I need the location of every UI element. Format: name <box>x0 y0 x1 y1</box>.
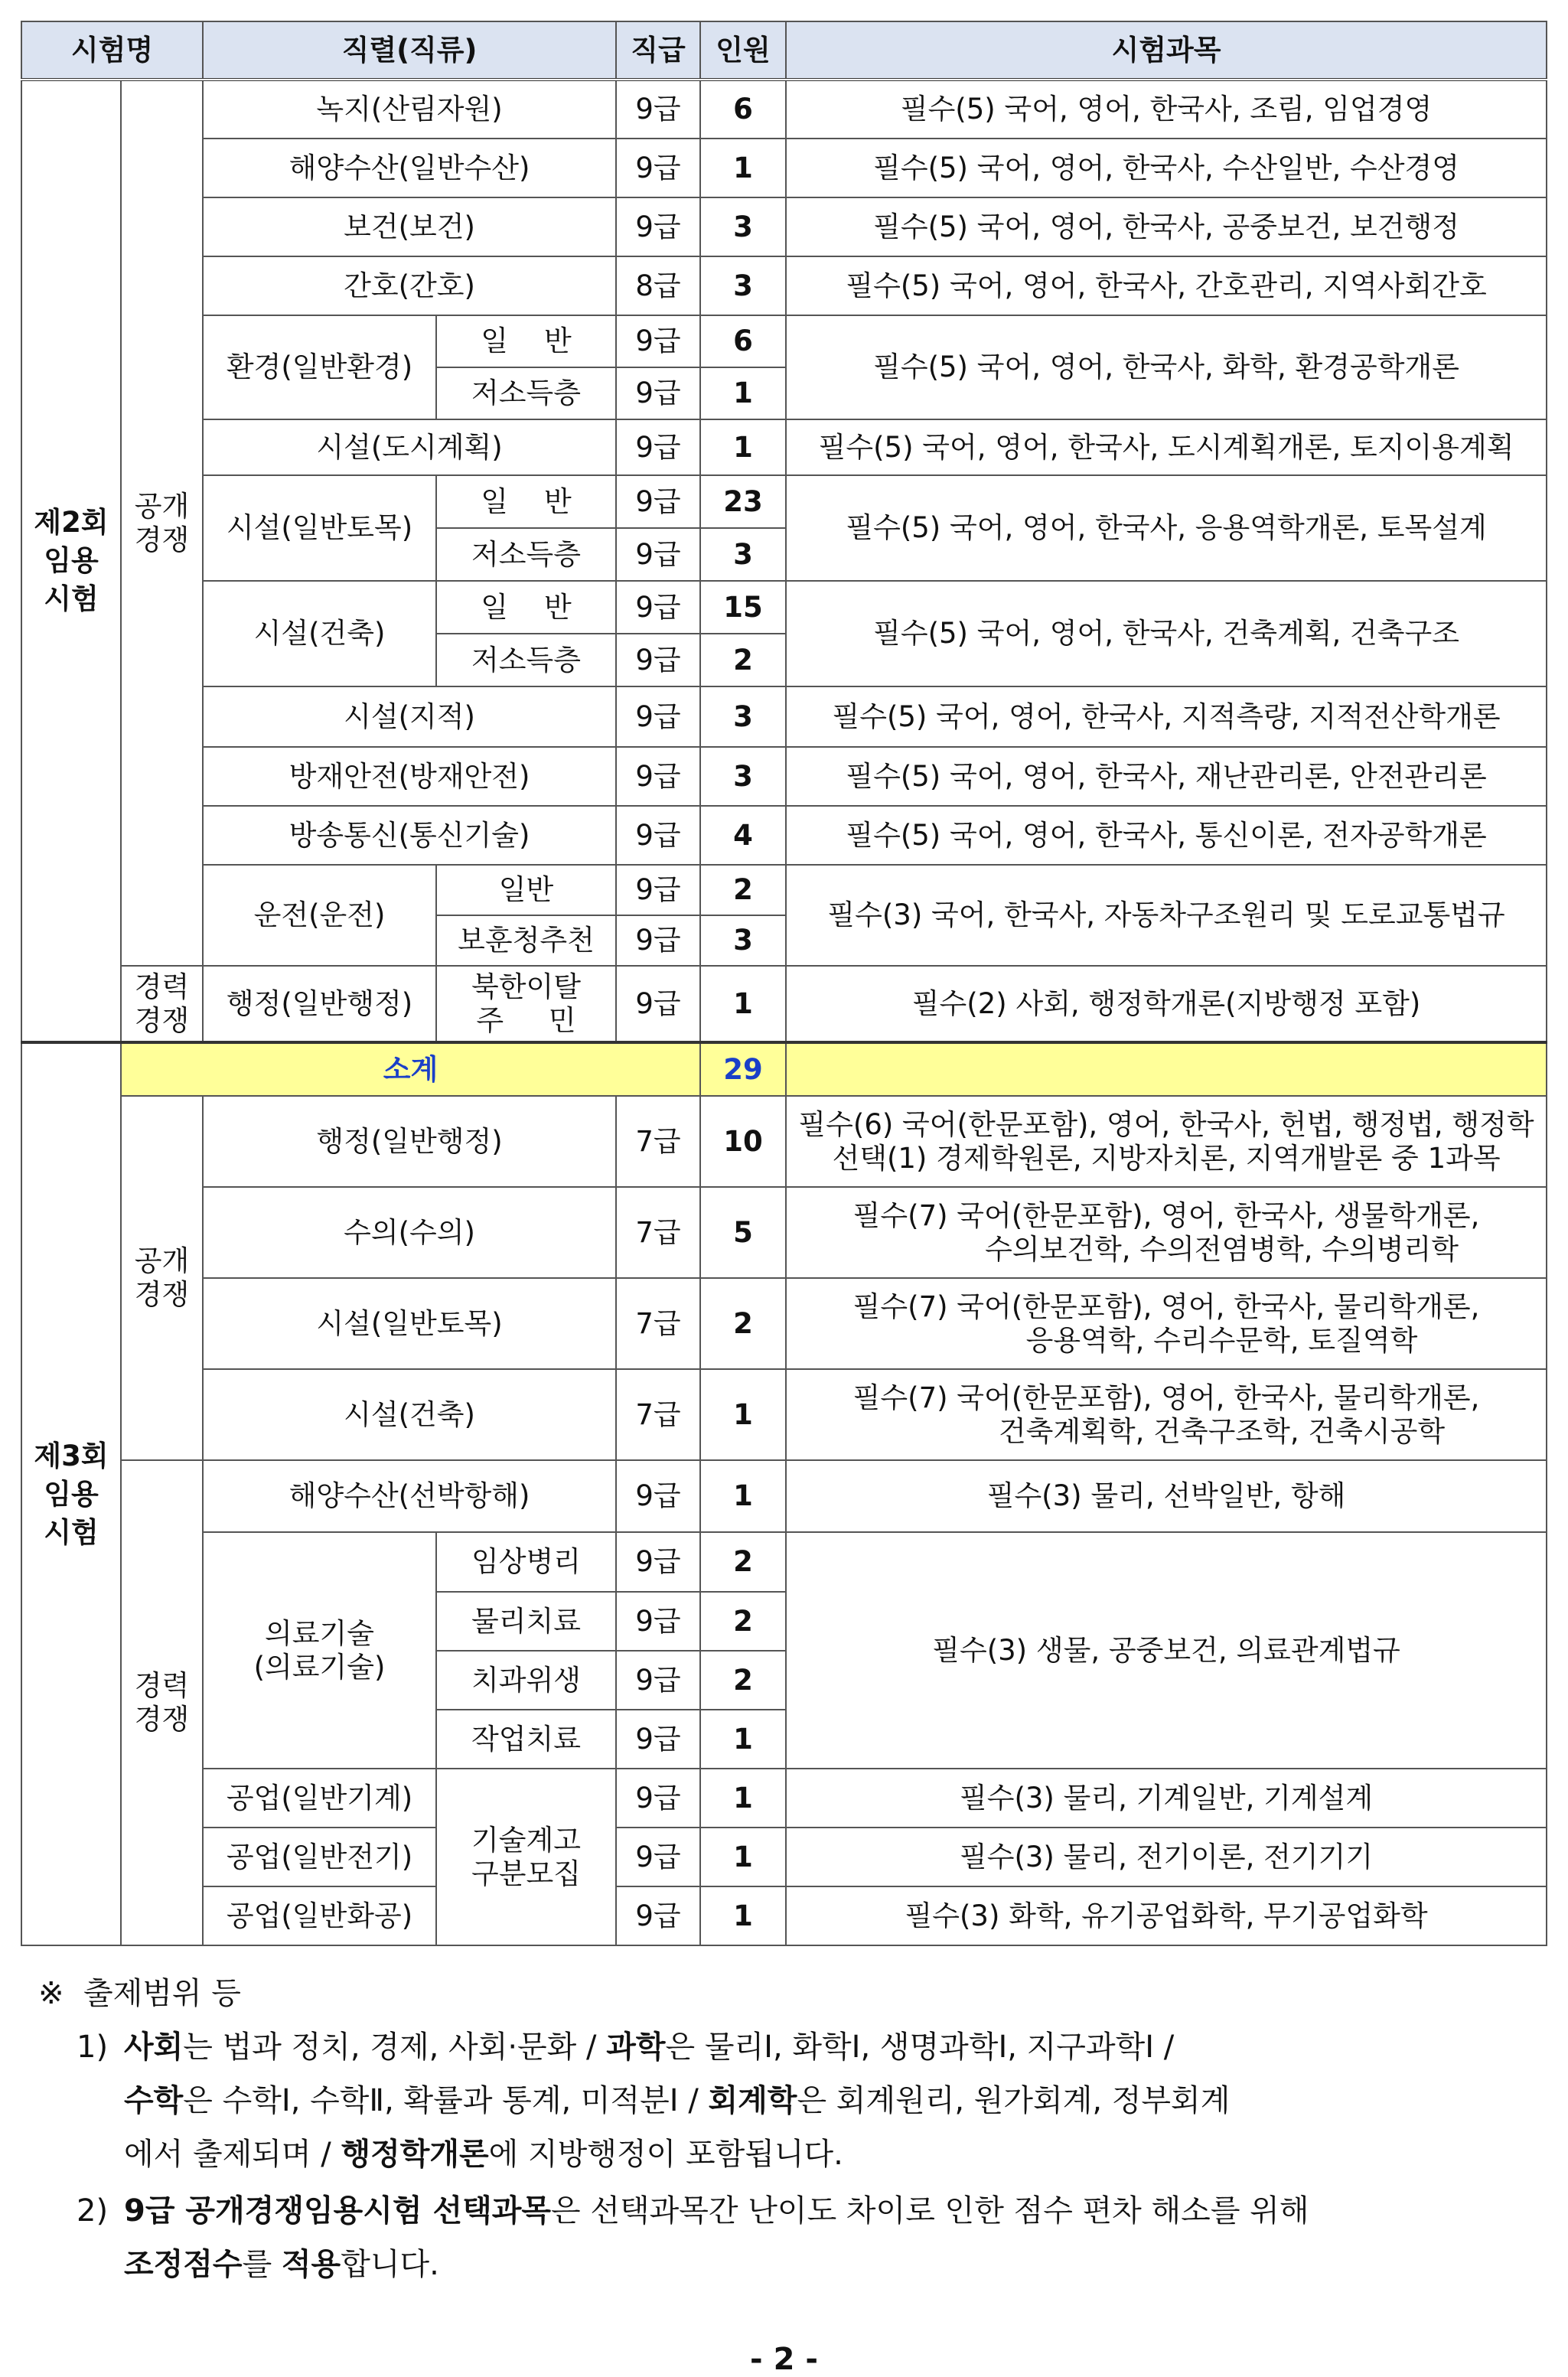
subjects: 필수(5) 국어, 영어, 한국사, 공중보건, 보건행정 <box>786 197 1547 256</box>
table-row <box>21 747 1547 806</box>
count: 3 <box>700 915 786 966</box>
note-text: 를 <box>242 2247 282 2282</box>
sub-category: 임상병리 <box>436 1532 616 1592</box>
career-competition-label: 경력 경쟁 <box>121 1460 203 1945</box>
count: 6 <box>700 80 786 139</box>
note-2 <box>38 2184 1550 2238</box>
position: 공업(일반전기) <box>203 1828 436 1886</box>
subtotal-count: 29 <box>700 1042 786 1096</box>
table-row <box>21 1096 1547 1187</box>
career-competition-label: 경력 경쟁 <box>121 966 203 1042</box>
notes-section <box>38 1967 1550 2291</box>
position: 공업(일반화공) <box>203 1886 436 1945</box>
subjects: 필수(3) 생물, 공중보건, 의료관계법규 <box>786 1532 1547 1769</box>
position: 운전(운전) <box>203 865 436 966</box>
grade: 9급 <box>616 80 700 139</box>
count: 23 <box>700 475 786 528</box>
count: 5 <box>700 1187 786 1278</box>
notes-title: ※ 출제범위 등 <box>38 1976 241 2011</box>
sub-category: 보훈청추천 <box>436 915 616 966</box>
note-keyword: 회계학 <box>708 2083 797 2118</box>
grade: 9급 <box>616 315 700 367</box>
position: 공업(일반기계) <box>203 1769 436 1828</box>
note-keyword: 과학 <box>606 2030 666 2065</box>
subjects: 필수(5) 국어, 영어, 한국사, 응용역학개론, 토목설계 <box>786 475 1547 581</box>
note-text: 에서 출제되며 / <box>124 2137 341 2172</box>
page-number: - 2 - <box>750 2342 818 2377</box>
note-text: 에 지방행정이 포함됩니다. <box>488 2137 843 2172</box>
count: 1 <box>700 1828 786 1886</box>
note-keyword: 사회 <box>124 2030 184 2065</box>
table-row <box>21 80 1547 139</box>
note-text: 은 선택과목간 난이도 차이로 인한 점수 편차 해소를 위해 <box>551 2193 1309 2229</box>
count: 2 <box>700 1532 786 1592</box>
note-text: 은 물리Ⅰ, 화학Ⅰ, 생명과학Ⅰ, 지구과학Ⅰ / <box>665 2030 1175 2065</box>
subtotal-empty <box>786 1042 1547 1096</box>
subjects: 필수(3) 물리, 전기이론, 전기기기 <box>786 1828 1547 1886</box>
note-text: 는 법과 정치, 경제, 사회·문화 / <box>183 2030 607 2065</box>
sub-category: 일 반 <box>436 581 616 634</box>
exam-table <box>21 21 1547 1946</box>
round-3-label: 제3회 임용 시험 <box>21 1042 121 1945</box>
position: 시설(일반토목) <box>203 475 436 581</box>
table-row <box>21 1460 1547 1532</box>
table-row <box>21 139 1547 197</box>
subjects-line-2: 수의보건학, 수의전염병학, 수의병리학 <box>985 1232 1459 1266</box>
sub-category: 일반 <box>436 865 616 915</box>
grade: 9급 <box>616 806 700 865</box>
grade: 9급 <box>616 1592 700 1651</box>
note-keyword: 수학 <box>124 2083 184 2118</box>
sub-category: 물리치료 <box>436 1592 616 1651</box>
subjects: 필수(5) 국어, 영어, 한국사, 화학, 환경공학개론 <box>786 315 1547 419</box>
count: 1 <box>700 419 786 475</box>
header-count: 인원 <box>700 21 786 80</box>
position: 녹지(산림자원) <box>203 80 616 139</box>
grade: 7급 <box>616 1278 700 1369</box>
grade: 7급 <box>616 1187 700 1278</box>
position: 시설(지적) <box>203 686 616 747</box>
subjects-line-2: 건축계획학, 건축구조학, 건축시공학 <box>998 1414 1446 1448</box>
sub-category: 치과위생 <box>436 1651 616 1710</box>
table-row <box>21 1886 1547 1945</box>
position: 해양수산(선박항해) <box>203 1460 616 1532</box>
count: 2 <box>700 634 786 686</box>
grade: 9급 <box>616 686 700 747</box>
count: 3 <box>700 686 786 747</box>
sub-category: 저소득층 <box>436 367 616 419</box>
position: 환경(일반환경) <box>203 315 436 419</box>
position: 보건(보건) <box>203 197 616 256</box>
subjects: 필수(5) 국어, 영어, 한국사, 지적측량, 지적전산학개론 <box>786 686 1547 747</box>
subjects: 필수(3) 물리, 선박일반, 항해 <box>786 1460 1547 1532</box>
count: 1 <box>700 139 786 197</box>
grade: 9급 <box>616 139 700 197</box>
open-competition-label: 공개 경쟁 <box>121 1096 203 1460</box>
note-keyword: 행정학개론 <box>341 2137 489 2172</box>
table-row <box>21 581 1547 634</box>
note-1-line-3 <box>38 2128 1550 2181</box>
subtotal-label: 소계 <box>121 1042 700 1096</box>
sub-category: 북한이탈 주 민 <box>436 966 616 1042</box>
sub-category: 작업치료 <box>436 1710 616 1769</box>
count: 4 <box>700 806 786 865</box>
table-row <box>21 966 1547 1042</box>
count: 1 <box>700 367 786 419</box>
position: 간호(간호) <box>203 256 616 315</box>
count: 2 <box>700 1651 786 1710</box>
table-row <box>21 686 1547 747</box>
position: 시설(건축) <box>203 581 436 686</box>
grade: 9급 <box>616 915 700 966</box>
grade: 9급 <box>616 747 700 806</box>
header-grade: 직급 <box>616 21 700 80</box>
table-row <box>21 315 1547 367</box>
grade: 9급 <box>616 1651 700 1710</box>
subjects <box>786 1096 1547 1187</box>
note-number: 2) <box>77 2193 109 2229</box>
round-2-label: 제2회 임용 시험 <box>21 80 121 1042</box>
table-row <box>21 1369 1547 1460</box>
grade: 7급 <box>616 1369 700 1460</box>
grade: 9급 <box>616 528 700 581</box>
subtotal-row <box>21 1042 1547 1096</box>
subjects: 필수(3) 화학, 유기공업화학, 무기공업화학 <box>786 1886 1547 1945</box>
grade: 9급 <box>616 1886 700 1945</box>
count: 1 <box>700 1769 786 1828</box>
subjects: 필수(5) 국어, 영어, 한국사, 통신이론, 전자공학개론 <box>786 806 1547 865</box>
grade: 9급 <box>616 475 700 528</box>
header-subjects: 시험과목 <box>786 21 1547 80</box>
header-exam: 시험명 <box>21 21 203 80</box>
sub-category: 일 반 <box>436 315 616 367</box>
count: 3 <box>700 528 786 581</box>
position: 해양수산(일반수산) <box>203 139 616 197</box>
table-row <box>21 475 1547 528</box>
position: 수의(수의) <box>203 1187 616 1278</box>
table-row <box>21 419 1547 475</box>
position: 행정(일반행정) <box>203 1096 616 1187</box>
note-keyword: 9급 공개경쟁임용시험 선택과목 <box>124 2193 552 2229</box>
position: 방재안전(방재안전) <box>203 747 616 806</box>
grade: 9급 <box>616 419 700 475</box>
note-1-line-2 <box>38 2074 1550 2128</box>
subjects: 필수(5) 국어, 영어, 한국사, 간호관리, 지역사회간호 <box>786 256 1547 315</box>
note-2-line-2 <box>38 2238 1550 2291</box>
count: 3 <box>700 747 786 806</box>
grade: 9급 <box>616 367 700 419</box>
grade: 9급 <box>616 634 700 686</box>
sub-category: 저소득층 <box>436 634 616 686</box>
table-row <box>21 197 1547 256</box>
subjects: 필수(5) 국어, 영어, 한국사, 재난관리론, 안전관리론 <box>786 747 1547 806</box>
note-text: 은 수학Ⅰ, 수학Ⅱ, 확률과 통계, 미적분Ⅰ / <box>183 2083 709 2118</box>
subjects: 필수(3) 물리, 기계일반, 기계설계 <box>786 1769 1547 1828</box>
table-row <box>21 1532 1547 1592</box>
subjects <box>786 1278 1547 1369</box>
table-row <box>21 1187 1547 1278</box>
subjects <box>786 1187 1547 1278</box>
sub-category: 일 반 <box>436 475 616 528</box>
count: 1 <box>700 1369 786 1460</box>
subjects: 필수(5) 국어, 영어, 한국사, 건축계획, 건축구조 <box>786 581 1547 686</box>
position: 행정(일반행정) <box>203 966 436 1042</box>
header-position: 직렬(직류) <box>203 21 616 80</box>
grade: 9급 <box>616 581 700 634</box>
table-row <box>21 806 1547 865</box>
grade: 9급 <box>616 865 700 915</box>
grade: 9급 <box>616 1460 700 1532</box>
subjects-line-1: 필수(7) 국어(한문포함), 영어, 한국사, 물리학개론, <box>852 1290 1480 1323</box>
count: 15 <box>700 581 786 634</box>
position: 의료기술 (의료기술) <box>203 1532 436 1769</box>
position: 시설(일반토목) <box>203 1278 616 1369</box>
note-keyword: 적용 <box>281 2247 341 2282</box>
grade: 8급 <box>616 256 700 315</box>
grade: 9급 <box>616 1710 700 1769</box>
count: 1 <box>700 1710 786 1769</box>
note-keyword: 조정점수 <box>124 2247 243 2282</box>
subjects: 필수(2) 사회, 행정학개론(지방행정 포함) <box>786 966 1547 1042</box>
table-row <box>21 1278 1547 1369</box>
sub-category: 기술계고 구분모집 <box>436 1769 616 1945</box>
subjects: 필수(5) 국어, 영어, 한국사, 수산일반, 수산경영 <box>786 139 1547 197</box>
position: 방송통신(통신기술) <box>203 806 616 865</box>
count: 3 <box>700 197 786 256</box>
table-row <box>21 865 1547 915</box>
subjects-line-2: 응용역학, 수리수문학, 토질역학 <box>1025 1323 1418 1357</box>
position: 시설(건축) <box>203 1369 616 1460</box>
note-text: 합니다. <box>341 2247 439 2282</box>
table-row <box>21 256 1547 315</box>
subjects: 필수(5) 국어, 영어, 한국사, 도시계획개론, 토지이용계획 <box>786 419 1547 475</box>
subjects <box>786 1369 1547 1460</box>
open-competition-label: 공개 경쟁 <box>121 80 203 966</box>
grade: 9급 <box>616 1532 700 1592</box>
count: 3 <box>700 256 786 315</box>
note-text: 은 회계원리, 원가회계, 정부회계 <box>797 2083 1231 2118</box>
count: 10 <box>700 1096 786 1187</box>
count: 2 <box>700 865 786 915</box>
count: 1 <box>700 1460 786 1532</box>
grade: 9급 <box>616 1828 700 1886</box>
position: 시설(도시계획) <box>203 419 616 475</box>
count: 6 <box>700 315 786 367</box>
grade: 9급 <box>616 197 700 256</box>
grade: 7급 <box>616 1096 700 1187</box>
count: 1 <box>700 1886 786 1945</box>
sub-category: 저소득층 <box>436 528 616 581</box>
subjects-line-2: 선택(1) 경제학원론, 지방자치론, 지역개발론 중 1과목 <box>832 1141 1501 1175</box>
subjects-line-1: 필수(6) 국어(한문포함), 영어, 한국사, 헌법, 행정법, 행정학 <box>798 1107 1534 1141</box>
table-row <box>21 1769 1547 1828</box>
note-number: 1) <box>77 2030 109 2065</box>
table-row <box>21 1828 1547 1886</box>
count: 2 <box>700 1278 786 1369</box>
subjects: 필수(3) 국어, 한국사, 자동차구조원리 및 도로교통법규 <box>786 865 1547 966</box>
note-1 <box>38 2020 1550 2074</box>
grade: 9급 <box>616 1769 700 1828</box>
count: 2 <box>700 1592 786 1651</box>
grade: 9급 <box>616 966 700 1042</box>
count: 1 <box>700 966 786 1042</box>
subjects-line-1: 필수(7) 국어(한문포함), 영어, 한국사, 생물학개론, <box>852 1198 1480 1232</box>
table-header <box>21 21 1547 80</box>
subjects-line-1: 필수(7) 국어(한문포함), 영어, 한국사, 물리학개론, <box>852 1381 1480 1414</box>
subjects: 필수(5) 국어, 영어, 한국사, 조림, 임업경영 <box>786 80 1547 139</box>
